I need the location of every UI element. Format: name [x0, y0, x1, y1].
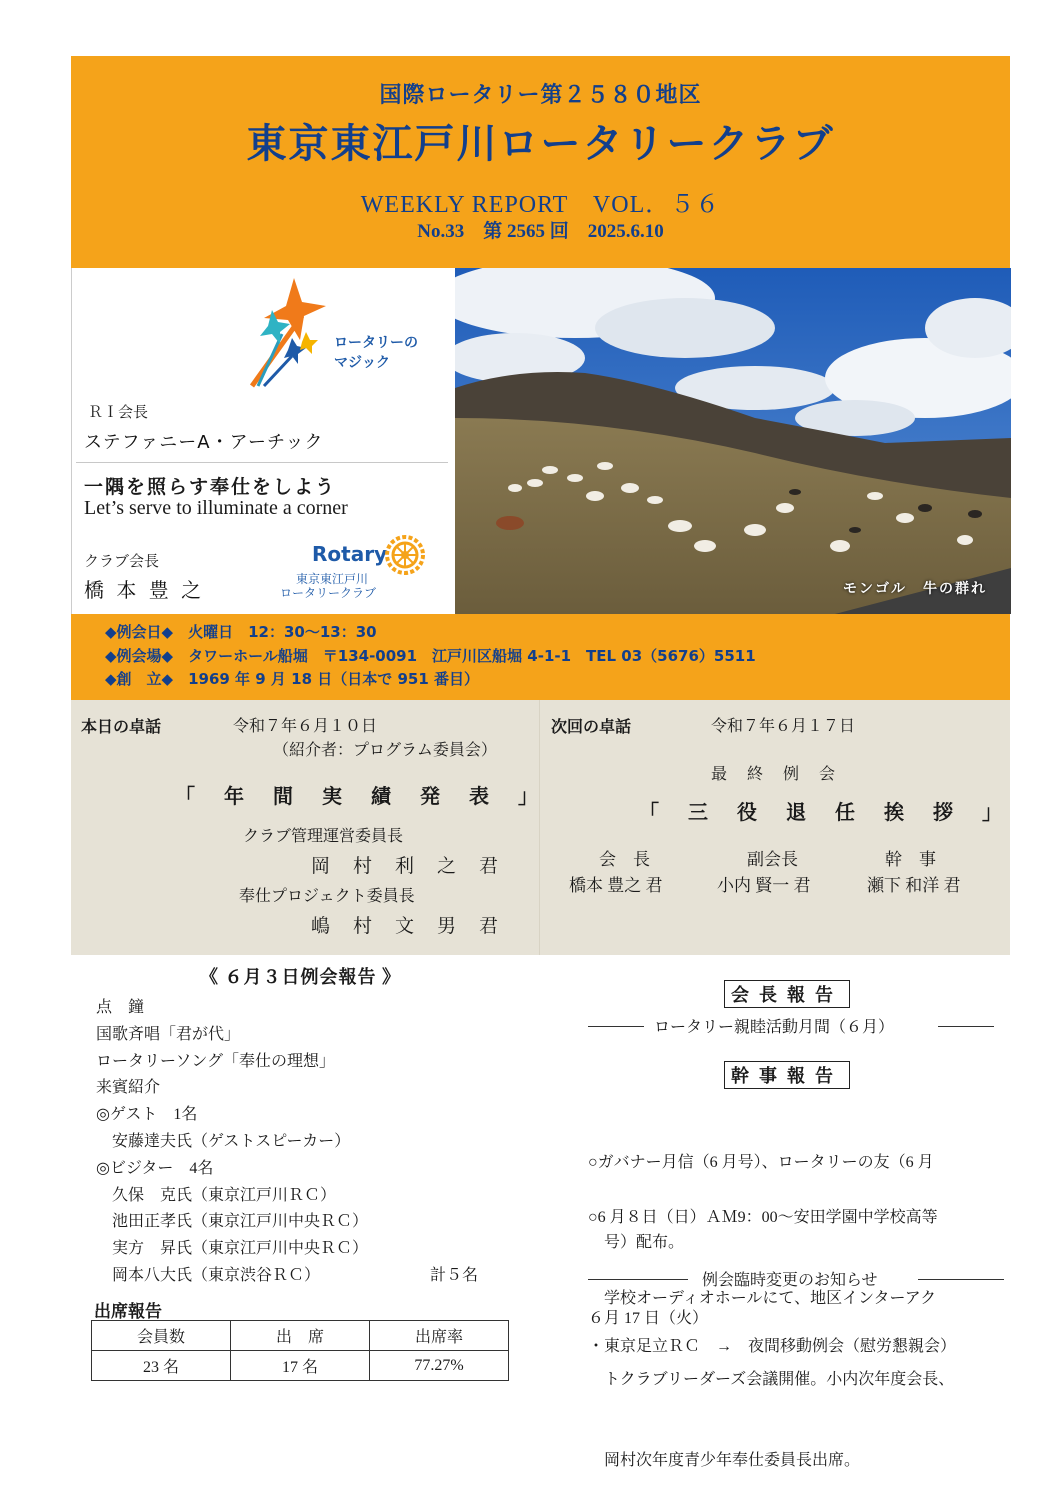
report-item: ◎ビジター 4名 — [96, 1159, 214, 1177]
president-report-title: 会長報告 — [724, 980, 850, 1008]
attendance-title: 出席報告 — [94, 1302, 162, 1322]
report-item: 国歌斉唱「君が代」 — [96, 1025, 241, 1043]
theme-english: Let’s serve to illuminate a corner — [84, 497, 348, 519]
column-divider — [539, 700, 540, 955]
attendance-rate: 77.27% — [370, 1351, 509, 1381]
founded-date: ◆創 立◆ 1969 年 9 月 18 日（日本で 951 番目） — [105, 670, 479, 688]
divider — [938, 1026, 994, 1027]
text-line: ○ガバナー月信（6 月号）、ロータリーの友（6 月 — [588, 1154, 934, 1171]
next-speech-date: 令和７年６月１７日 — [711, 718, 856, 735]
weekly-report-volume: WEEKLY REPORT VOL．５６ — [360, 192, 721, 218]
report-item: 安藤達夫氏（ゲストスピーカー） — [96, 1132, 351, 1150]
today-speech-header: 本日の卓話 — [81, 717, 162, 736]
meeting-info-band — [71, 614, 1010, 700]
meeting-report-list — [96, 995, 368, 1290]
meeting-change-item: ・東京足立ＲＣ → 夜間移動例会（慰労懇親会） — [588, 1338, 957, 1355]
report-header — [71, 56, 1010, 268]
meeting-venue: ◆例会場◆ タワーホール船堀 〒134-0091 江戸川区船堀 4-1-1 TEL 03（5676）5511 — [105, 647, 756, 665]
today-speech-date: 令和７年６月１０日 — [233, 718, 378, 735]
meeting-day: ◆例会日◆ 火曜日 12：30～13：30 — [105, 623, 377, 641]
ri-president-label: ＲＩ会長 — [88, 403, 149, 421]
attendance-header-rate: 出席率 — [370, 1321, 509, 1351]
report-item: 実方 昇氏（東京江戸川中央ＲＣ） — [96, 1240, 369, 1258]
district-title: 国際ロータリー第２５８０地区 — [379, 83, 702, 108]
text-line: トクラブリーダーズ会議開催。小内次年度会長、 — [588, 1371, 955, 1388]
next-role-secretary: 幹 事 — [885, 850, 936, 869]
rotary-logo-club-1: 東京東江戸川 — [296, 572, 369, 586]
next-name-vice-president: 小内 賢一 君 — [717, 876, 811, 895]
text-line: 学校オーディオホールにて、地区インターアク — [588, 1290, 937, 1307]
table-row — [92, 1351, 509, 1381]
rotary-logo-club-2: ロータリークラブ — [280, 586, 377, 600]
meeting-report-title: 《 ６月３日例会報告 》 — [200, 967, 401, 987]
text-line: 岡村次年度青少年奉仕委員長出席。 — [588, 1452, 861, 1469]
today-speech-intro: （紹介者：プログラム委員会） — [273, 742, 497, 759]
report-item: 久保 克氏（東京江戸川ＲＣ） — [96, 1186, 337, 1204]
photo-caption: モンゴル 牛の群れ — [843, 581, 987, 597]
theme-japanese: 一隅を照らす奉仕をしよう — [84, 477, 337, 498]
report-item: ロータリーソング「奉仕の理想」 — [96, 1052, 336, 1070]
text-line: 号）配布。 — [588, 1233, 685, 1251]
rotary-magic-text-1: ロータリーの — [334, 335, 418, 351]
club-president-name: 橋 本 豊 之 — [84, 578, 205, 602]
next-name-president: 橋本 豊之 君 — [569, 876, 663, 895]
club-president-label: クラブ会長 — [84, 552, 160, 570]
secretary-report-title: 幹事報告 — [724, 1061, 850, 1089]
attendance-header-members: 会員数 — [92, 1321, 231, 1351]
left-info-panel — [71, 268, 456, 614]
divider — [588, 1279, 688, 1280]
mongolia-landscape-image — [455, 268, 1011, 614]
meeting-change-date: ６月 17 日（火） — [588, 1310, 709, 1327]
rotary-wheel-icon — [384, 534, 426, 576]
next-speech-subtitle: 最 終 例 会 — [711, 766, 838, 783]
divider — [918, 1279, 1004, 1280]
ri-president-name: ステファニーA・アーチック — [84, 432, 324, 453]
next-role-president: 会 長 — [599, 850, 650, 869]
speech-section — [71, 700, 1014, 955]
divider — [588, 1026, 644, 1027]
report-item: ◎ゲスト 1名 — [96, 1106, 198, 1124]
next-speech-header: 次回の卓話 — [551, 717, 632, 736]
attendance-members: 23 名 — [92, 1351, 231, 1381]
club-title: 東京東江戸川ロータリークラブ — [246, 121, 835, 167]
next-name-secretary: 瀬下 和洋 君 — [867, 876, 961, 895]
text-line: ○6 月８日（日）ＡＭ9：00～安田学園中学校高等 — [588, 1209, 938, 1226]
today-speaker1-name: 岡 村 利 之 君 — [311, 856, 501, 877]
today-speech-title: 「 年 間 実 績 発 表 」 — [175, 786, 550, 808]
president-report-line: ロータリー親睦活動月間（６月） — [654, 1019, 895, 1036]
report-item: 来賓紹介 — [96, 1079, 161, 1097]
report-item: 岡本八大氏（東京渋谷ＲＣ） — [96, 1266, 321, 1284]
attendance-header-present: 出 席 — [231, 1321, 370, 1351]
divider — [76, 462, 448, 463]
report-item: 点 鐘 — [96, 999, 145, 1016]
today-speaker2-name: 嶋 村 文 男 君 — [311, 916, 501, 937]
next-role-vice-president: 副会長 — [747, 850, 798, 869]
next-speech-title: 「 三 役 退 任 挨 拶 」 — [639, 802, 1014, 824]
attendance-present: 17 名 — [231, 1351, 370, 1381]
report-item: 池田正孝氏（東京江戸川中央ＲＣ） — [96, 1213, 369, 1231]
today-speaker2-role: 奉仕プロジェクト委員長 — [239, 888, 415, 905]
attendance-table — [91, 1320, 509, 1381]
rotary-logo-text: Rotary — [312, 542, 388, 566]
today-speaker1-role: クラブ管理運営委員長 — [243, 828, 404, 845]
cover-photo — [455, 268, 1011, 614]
issue-number-date: No.33 第 2565 回 2025.6.10 — [417, 221, 664, 242]
rotary-magic-text-2: マジック — [334, 355, 390, 371]
table-row — [92, 1321, 509, 1351]
meeting-change-title: 例会臨時変更のお知らせ — [702, 1272, 878, 1289]
visitor-total: 計５名 — [430, 1267, 479, 1284]
